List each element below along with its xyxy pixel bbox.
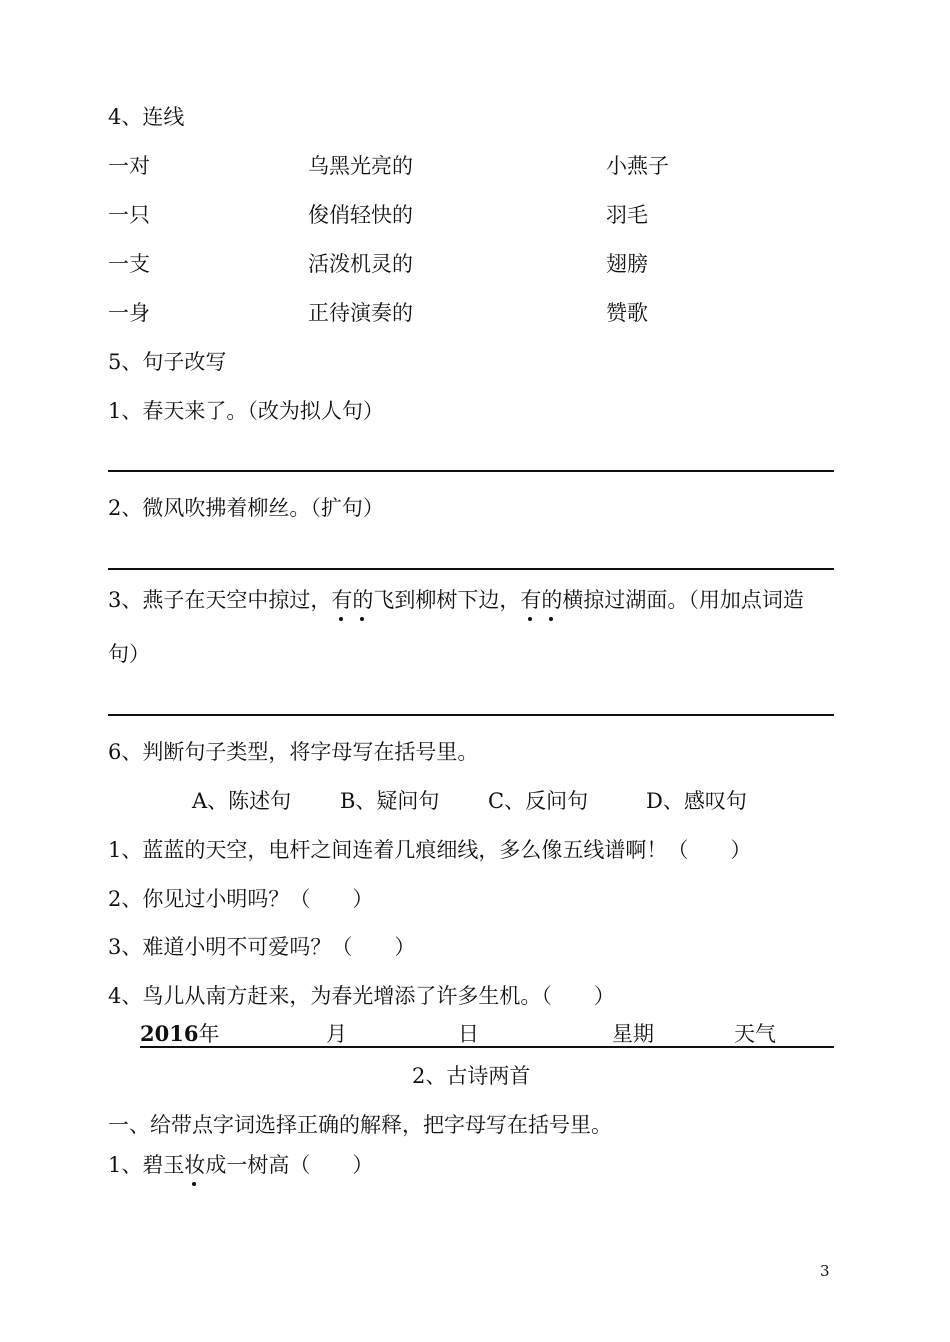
date-weather: 天气 bbox=[734, 1022, 776, 1046]
section-1-title: 一、给带点字词选择正确的解释，把字母写在括号里。 bbox=[108, 1113, 612, 1137]
dotted-word bbox=[520, 587, 562, 613]
match-col1-item: 一对 bbox=[108, 154, 150, 178]
rewrite-item-3-part: 横掠过湖面。（用加点词造 bbox=[562, 588, 804, 612]
match-col1-item: 一支 bbox=[108, 252, 150, 276]
answer-line[interactable] bbox=[108, 568, 834, 570]
match-col2-item: 活泼机灵的 bbox=[308, 252, 413, 276]
rewrite-item-2: 2、微风吹拂着柳丝。（扩句） bbox=[108, 496, 384, 520]
match-col2-item: 乌黑光亮的 bbox=[308, 154, 413, 178]
match-col3-item: 小燕子 bbox=[606, 154, 669, 178]
match-col3-item: 翅膀 bbox=[606, 252, 648, 276]
emphasis-dot bbox=[549, 617, 553, 621]
rewrite-item-3-continued: 句） bbox=[108, 642, 150, 666]
dotted-word-text: 妆 bbox=[184, 1153, 206, 1177]
rewrite-item-3 bbox=[108, 587, 804, 613]
dotted-word bbox=[184, 1152, 205, 1178]
date-header bbox=[140, 1021, 834, 1047]
match-col1-item: 一只 bbox=[108, 203, 150, 227]
option-c: C、反问句 bbox=[488, 789, 589, 813]
judge-item-4: 4、鸟儿从南方赶来，为春光增添了许多生机。（ ） bbox=[108, 984, 615, 1008]
date-week: 星期 bbox=[612, 1022, 654, 1046]
answer-line[interactable] bbox=[108, 470, 834, 472]
dotted-word-text: 有的 bbox=[520, 588, 563, 612]
poem-question-1-part: 1、碧玉 bbox=[108, 1153, 185, 1177]
judge-item-2: 2、你见过小明吗？（ ） bbox=[108, 887, 374, 911]
option-d: D、感叹句 bbox=[646, 789, 747, 813]
lesson-title: 2、古诗两首 bbox=[412, 1064, 531, 1088]
page-number: 3 bbox=[820, 1262, 830, 1280]
date-month: 月 bbox=[326, 1022, 347, 1046]
year-number: 2016 bbox=[140, 1021, 199, 1046]
judge-item-3: 3、难道小明不可爱吗？（ ） bbox=[108, 935, 416, 959]
emphasis-dot bbox=[192, 1182, 196, 1186]
answer-line[interactable] bbox=[108, 714, 834, 716]
rewrite-item-3-part: 飞到柳树下边， bbox=[373, 588, 521, 612]
option-b: B、疑问句 bbox=[340, 789, 440, 813]
rewrite-item-3-part: 3、燕子在天空中掠过， bbox=[108, 588, 332, 612]
judge-item-1: 1、蓝蓝的天空，电杆之间连着几痕细线，多么像五线谱啊！（ ） bbox=[108, 838, 752, 862]
match-col3-item: 羽毛 bbox=[606, 203, 648, 227]
poem-question-1-part: 成一树高（ ） bbox=[205, 1153, 374, 1177]
year-char: 年 bbox=[198, 1022, 220, 1046]
match-col2-item: 正待演奏的 bbox=[308, 301, 413, 325]
option-a: A、陈述句 bbox=[192, 789, 292, 813]
rewrite-item-1: 1、春天来了。（改为拟人句） bbox=[108, 399, 384, 423]
poem-question-1 bbox=[108, 1152, 373, 1178]
emphasis-dot bbox=[360, 617, 364, 621]
dotted-word bbox=[331, 587, 373, 613]
match-col1-item: 一身 bbox=[108, 301, 150, 325]
match-col2-item: 俊俏轻快的 bbox=[308, 203, 413, 227]
header-underline bbox=[140, 1046, 834, 1048]
section-5-title: 5、句子改写 bbox=[108, 350, 227, 374]
date-year bbox=[140, 1021, 219, 1047]
match-col3-item: 赞歌 bbox=[606, 301, 648, 325]
emphasis-dot bbox=[339, 617, 343, 621]
emphasis-dot bbox=[528, 617, 532, 621]
dotted-word-text: 有的 bbox=[331, 588, 374, 612]
date-day: 日 bbox=[458, 1022, 479, 1046]
section-4-title: 4、连线 bbox=[108, 105, 185, 129]
section-6-title: 6、判断句子类型，将字母写在括号里。 bbox=[108, 740, 479, 764]
